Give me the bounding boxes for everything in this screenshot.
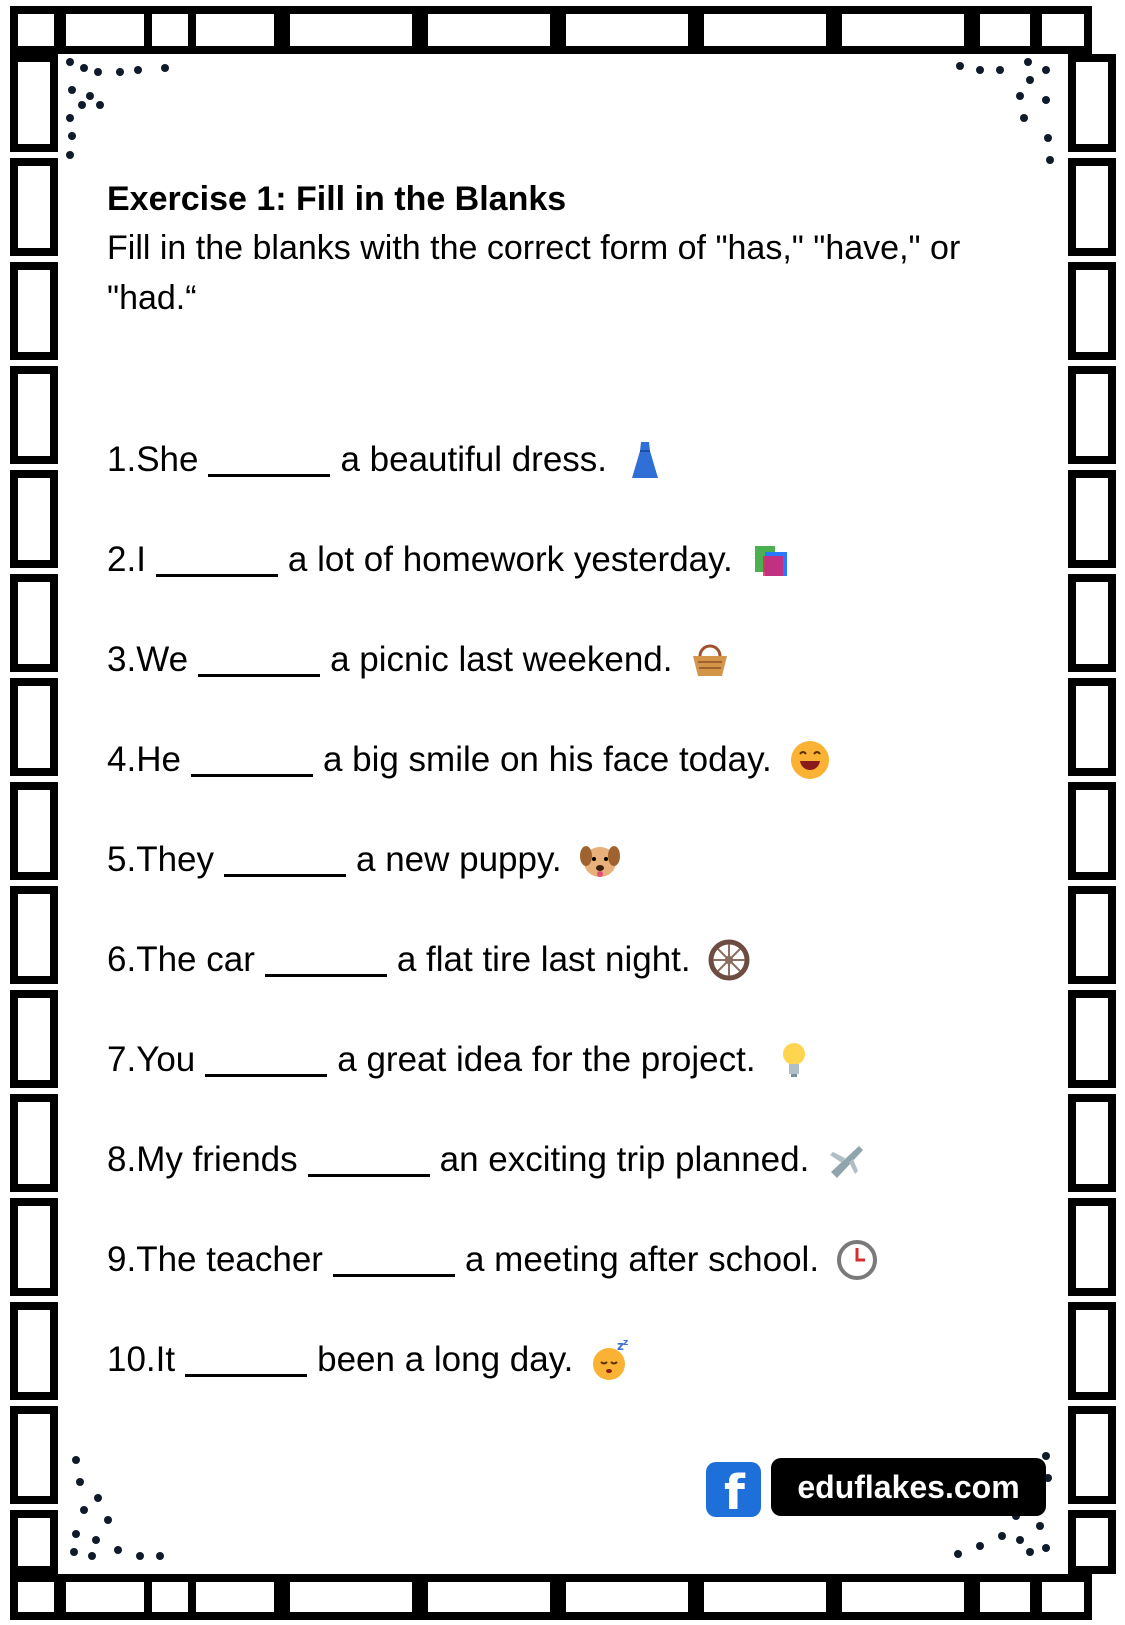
- answer-blank[interactable]: [265, 944, 387, 977]
- grinning-face-icon: [788, 738, 832, 782]
- answer-blank[interactable]: [224, 844, 346, 877]
- border-block: [14, 682, 54, 772]
- corner-dot: [66, 58, 74, 66]
- clock-icon: [835, 1238, 879, 1282]
- corner-dot: [1042, 1544, 1050, 1552]
- corner-dot: [1044, 134, 1052, 142]
- corner-dot: [68, 132, 76, 140]
- question-prefix: 10.It: [107, 1340, 176, 1379]
- border-block: [1072, 370, 1112, 460]
- corner-dot: [96, 101, 104, 109]
- corner-dot: [976, 1542, 984, 1550]
- answer-blank[interactable]: [191, 744, 313, 777]
- corner-dot: [86, 92, 94, 100]
- border-block: [1072, 162, 1112, 252]
- corner-dot: [116, 68, 124, 76]
- border-block: [62, 1578, 192, 1616]
- question-item: [107, 1110, 1007, 1210]
- corner-dot: [1042, 96, 1050, 104]
- answer-blank[interactable]: [205, 1044, 327, 1077]
- border-block: [1072, 1306, 1112, 1396]
- question-item: [107, 1210, 1007, 1310]
- border-block: [14, 1514, 54, 1570]
- border-block: [976, 1578, 1034, 1616]
- border-block: [1072, 994, 1112, 1084]
- corner-dot: [954, 1550, 962, 1558]
- corner-dot: [1026, 76, 1034, 84]
- lightbulb-icon: [772, 1038, 816, 1082]
- question-item: [107, 810, 1007, 910]
- border-block: [1072, 1514, 1112, 1570]
- books-icon: [749, 538, 793, 582]
- answer-blank[interactable]: [156, 544, 278, 577]
- border-block: [1072, 266, 1112, 356]
- answer-blank[interactable]: [185, 1344, 307, 1377]
- corner-dot: [94, 1494, 102, 1502]
- corner-dot: [156, 1552, 164, 1560]
- corner-dot: [80, 64, 88, 72]
- question-prefix: 9.The teacher: [107, 1240, 323, 1279]
- question-suffix: a picnic last weekend.: [330, 640, 673, 679]
- question-suffix: an exciting trip planned.: [439, 1140, 810, 1179]
- site-badge[interactable]: eduflakes.com: [771, 1458, 1046, 1516]
- border-block: [148, 10, 278, 50]
- corner-dot: [956, 62, 964, 70]
- question-prefix: 3.We: [107, 640, 189, 679]
- answer-blank[interactable]: [198, 644, 320, 677]
- question-suffix: a lot of homework yesterday.: [287, 540, 733, 579]
- border-block: [1072, 786, 1112, 876]
- corner-dot: [1016, 1536, 1024, 1544]
- question-item: [107, 1310, 1007, 1410]
- footer: [706, 1458, 1046, 1520]
- border-block: [14, 786, 54, 876]
- border-block: [700, 10, 830, 50]
- corner-dot: [72, 1456, 80, 1464]
- question-prefix: 6.The car: [107, 940, 255, 979]
- airplane-icon: [825, 1138, 869, 1182]
- corner-dot: [136, 1552, 144, 1560]
- basket-icon: [688, 638, 732, 682]
- border-block: [286, 10, 416, 50]
- question-prefix: 7.You: [107, 1040, 196, 1079]
- exercise-title: Exercise 1: Fill in the Blanks: [107, 180, 567, 218]
- corner-dot: [78, 101, 86, 109]
- border-block: [1072, 1202, 1112, 1292]
- border-block: [14, 1410, 54, 1500]
- corner-dot: [72, 1530, 80, 1538]
- corner-dot: [1036, 1522, 1044, 1530]
- svg-text:z: z: [623, 1338, 629, 1348]
- border-block: [14, 58, 54, 148]
- border-block: [14, 1202, 54, 1292]
- question-suffix: a great idea for the project.: [337, 1040, 756, 1079]
- border-block: [286, 1578, 416, 1616]
- border-block: [1072, 682, 1112, 772]
- border-block: [14, 1578, 58, 1616]
- border-block: [14, 370, 54, 460]
- dog-face-icon: [578, 838, 622, 882]
- corner-dot: [998, 1532, 1006, 1540]
- corner-dot: [976, 66, 984, 74]
- border-block: [14, 994, 54, 1084]
- question-prefix: 1.She: [107, 440, 199, 479]
- corner-dot: [68, 86, 76, 94]
- exercise-instructions: Fill in the blanks with the correct form of "has," "have," or "had.“: [107, 229, 961, 317]
- border-block: [1072, 1410, 1112, 1500]
- question-suffix: a big smile on his face today.: [322, 740, 772, 779]
- border-block: [14, 10, 58, 50]
- border-block: [700, 1578, 830, 1616]
- border-block: [1072, 578, 1112, 668]
- corner-dot: [161, 64, 169, 72]
- corner-dot: [1026, 1548, 1034, 1556]
- border-block: [1038, 1578, 1088, 1616]
- border-block: [62, 10, 192, 50]
- border-block: [14, 474, 54, 564]
- answer-blank[interactable]: [208, 444, 330, 477]
- corner-dot: [1024, 58, 1032, 66]
- border-block: [976, 10, 1034, 50]
- border-block: [838, 1578, 968, 1616]
- question-prefix: 5.They: [107, 840, 214, 879]
- border-block: [1072, 58, 1112, 148]
- question-suffix: been a long day.: [317, 1340, 574, 1379]
- question-item: [107, 410, 1007, 510]
- border-block: [14, 162, 54, 252]
- border-block: [1072, 890, 1112, 980]
- border-block: [424, 1578, 554, 1616]
- corner-dot: [88, 1552, 96, 1560]
- question-item: [107, 910, 1007, 1010]
- border-block: [562, 1578, 692, 1616]
- corner-dot: [104, 1516, 112, 1524]
- facebook-icon[interactable]: f: [706, 1462, 761, 1517]
- svg-text:z: z: [617, 1339, 625, 1353]
- question-item: [107, 610, 1007, 710]
- corner-dot: [996, 66, 1004, 74]
- answer-blank[interactable]: [333, 1244, 455, 1277]
- border-block: [148, 1578, 278, 1616]
- border-block: [14, 890, 54, 980]
- corner-dot: [134, 66, 142, 74]
- corner-dot: [1016, 92, 1024, 100]
- question-prefix: 8.My friends: [107, 1140, 298, 1179]
- border-block: [1038, 10, 1088, 50]
- border-block: [14, 266, 54, 356]
- dress-icon: [623, 438, 667, 482]
- border-block: [1072, 1098, 1112, 1188]
- wheel-icon: [707, 938, 751, 982]
- question-prefix: 2.I: [107, 540, 146, 579]
- border-block: [1072, 474, 1112, 564]
- corner-dot: [76, 1478, 84, 1486]
- border-block: [562, 10, 692, 50]
- worksheet: [107, 175, 967, 1379]
- question-suffix: a new puppy.: [356, 840, 562, 879]
- question-list: [107, 410, 1007, 1410]
- question-suffix: a flat tire last night.: [396, 940, 691, 979]
- corner-dot: [1042, 66, 1050, 74]
- question-item: [107, 1010, 1007, 1110]
- corner-dot: [92, 1536, 100, 1544]
- corner-dot: [66, 114, 74, 122]
- question-prefix: 4.He: [107, 740, 181, 779]
- border-block: [14, 1306, 54, 1396]
- sleeping-face-icon: [589, 1338, 633, 1382]
- border-block: [14, 1098, 54, 1188]
- question-suffix: a beautiful dress.: [340, 440, 608, 479]
- answer-blank[interactable]: [308, 1144, 430, 1177]
- corner-dot: [94, 68, 102, 76]
- corner-dot: [66, 151, 74, 159]
- question-suffix: a meeting after school.: [464, 1240, 820, 1279]
- corner-dot: [1046, 156, 1054, 164]
- corner-dot: [70, 1548, 78, 1556]
- corner-dot: [80, 1506, 88, 1514]
- question-item: [107, 710, 1007, 810]
- question-item: [107, 510, 1007, 610]
- corner-dot: [1020, 114, 1028, 122]
- border-block: [838, 10, 968, 50]
- border-block: [424, 10, 554, 50]
- corner-dot: [114, 1546, 122, 1554]
- border-block: [14, 578, 54, 668]
